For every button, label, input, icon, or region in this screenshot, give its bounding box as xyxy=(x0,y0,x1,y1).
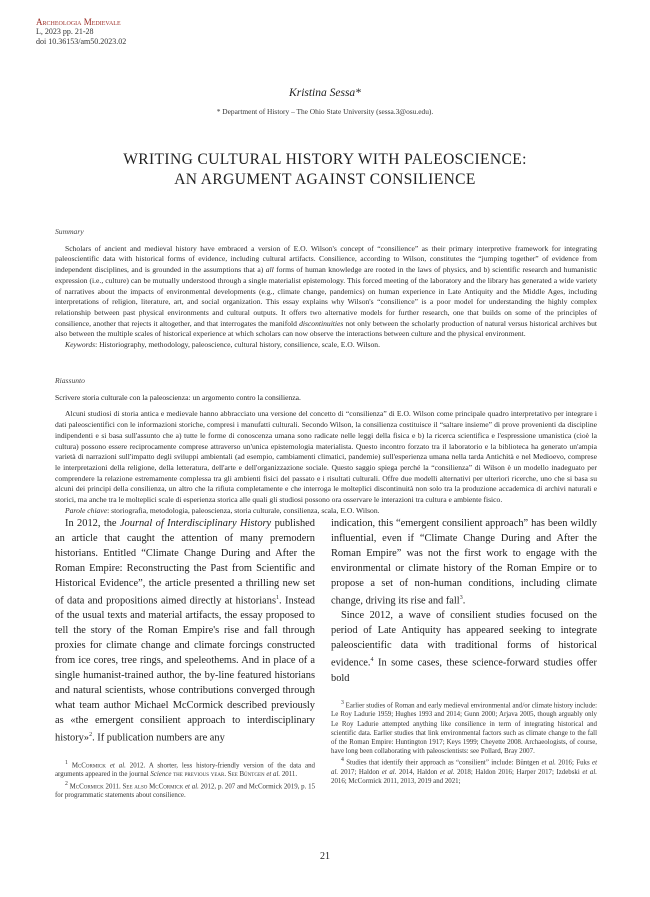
summary-text: Scholars of ancient and medieval history have embraced a version of E.O. Wilson's concept of “consilience” as their primary interpretive framework for integrating paleoscientific data with historical forms of evidence, including cultural artifacts. Consilience, according to Wilson, constitutes the “jumping together” of evidence from independent disciplines, and is grounded in the assumptions that a) all forms of human knowledge are rooted in the laws of physics, and b) scientific research and humanistic expression (i.e., culture) can be mutually understood through a single materialist epistemology. This forced meeting of the laboratory and the library has generated a wide variety of narratives about the impacts of environmental developments (e.g., climate change, pandemics) on human experience in Late Antiquity and the Middle Ages, including interpretations of religion, literature, art, and social organization. This essay explains why Wilson's “consilience” is a poor model for understanding the highly complex relationship between past physical environments and cultural outputs. It offers two alternative models for further research, one that builds on some of the principles of consilience, another that rejects it altogether, and that interrogates the manifold discontinuities not only between the scholarly production of natural versus historical archives but also between the multiple scales of historical experience at which scholars can now observe the interactions between culture and the physical environment. xyxy=(55,243,597,339)
author-affiliation: * Department of History – The Ohio State University (sessa.3@osu.edu). xyxy=(216,107,434,116)
summary-keywords: Keywords: Historiography, methodology, paleoscience, cultural history, consilience, scale, E.O. Wilson. xyxy=(65,340,380,350)
footnote-2: $^2$ McCormick 2011. See also McCormick et al. 2012, p. 207 and McCormick 2019, p. 15 for programmatic statements about consilience. xyxy=(55,780,316,800)
volume-info: L, 2023 pp. 21-28 xyxy=(36,27,94,36)
footnotes-left xyxy=(55,759,315,800)
journal-header xyxy=(36,17,126,47)
riassunto-keywords: Parole chiave: storiografia, metodologia, paleoscienza, storia culturale, consilienza, scala, E.O. Wilson. xyxy=(65,505,380,515)
page-number: 21 xyxy=(320,851,330,862)
riassunto-text: Alcuni studiosi di storia antica e medievale hanno abbracciato una versione del concetto di “consilienza” di E.O. Wilson come principale quadro interpretativo per integrare i dati paleoscientifici con le informazioni storiche, compresi i manufatti culturali. Secondo Wilson, la consilienza costituisce il “saltare insieme” di prove provenienti da discipline indipendenti e si basa sull'assunto che a) tutte le forme di conoscenza umana sono radicate nelle leggi della fisica e b) la ricerca scientifica e l'espressione umanistica (cioè la cultura) possono essere reciprocamente comprese attraverso un'unica epistemologia materialista. Questo incontro forzato tra il laboratorio e la biblioteca ha generato un'ampia varietà di narrazioni sull'impatto degli sviluppi ambientali (ad esempio, cambiamenti climatici, pandemie) sull'esperienza umana nella tarda Antichità e nel Medioevo, comprese le interpretazioni della religione, della letteratura, dell'arte e dell'organizzazione sociale. Questo saggio spiega perché la “consilienza” di Wilson è un modello inadeguato per comprendere la relazione estremamente complessa tra gli ambienti fisici del passato e i risultati culturali. Offre due modelli alternativi per ulteriori ricerche, uno che si basa su alcuni dei principi della consilienza, un altro che la rifiuta completamente e che interroga le molteplici discontinuità non solo tra la produzione accademica di archivi naturali e storici, ma anche tra le molteplici scale di esperienza storica alle quali gli studiosi possono ora osservare le interazioni tra cultura e ambiente fisico. xyxy=(55,409,597,505)
doi: doi 10.36153/am50.2023.02 xyxy=(36,37,127,46)
riassunto-section xyxy=(55,376,597,516)
riassunto-label: Riassunto xyxy=(55,376,85,385)
body-text-left: In 2012, the Journal of Interdisciplinary History published an article that caught the attention of many premodern historians. Entitled “Climate Change During and After the Roman Empire: Reconstructing the Past from Scientific and Historical Evidence”, the article presented a thrilling new set of data and propositions aimed directly at historians$^1$. Instead of the usual texts and material artifacts, the essay proposed to tell the story of the Roman Empire's rise and fall through proxies for climate change and climate forcings constructed from ice cores, tree rings, and speleothems. And in place of a single humanist-trained author, the by-line featured historians and natural scientists, whose contributions converged through what team author Michael McCormick described previously as «the emergent consilient approach to interdisciplinary history»$^2$. If publication numbers are any xyxy=(55,518,315,744)
summary-section xyxy=(55,227,597,351)
title-line-1: WRITING CULTURAL HISTORY WITH PALEOSCIENCE: xyxy=(123,151,527,168)
body-text-right: indication, this “emergent consilient approach” has been wildly influential, even if “Climate Change During and After the Roman Empire” was not the first work to engage with the environmental or climate history of the Roman Empire or to propose a set of non-human conditions, including climate change, driving its rise and fall$^3$. Since 2012, a wave of consilient studies focused on the period of Late Antiquity has appeared seeking to integrate paleoscientific data with traditional forms of historical evidence.$^4$ In some cases, these science-forward studies offer bold xyxy=(331,518,597,684)
footnote-1: $^1$ McCormick et al. 2012. A shorter, less history-friendly version of the data and arguments appeared in the journal Science the previous year. See Büntgen et al. 2011. xyxy=(55,759,315,779)
left-column xyxy=(55,516,315,800)
author-name: Kristina Sessa* xyxy=(289,87,361,99)
footnotes-right xyxy=(331,699,597,786)
article-title xyxy=(60,150,590,190)
footnote-4: $^4$ Studies that identify their approach as “consilient” include: Büntgen et al. 2016; Fuks et al. 2017; Haldon et al. 2014, Haldon et al. 2018; Haldon 2016; Harper 2017; Izdebski et al. 2016; McCormick 2011, 2013, 2019 and 2021; xyxy=(331,757,597,786)
footnote-3: $^3$ Earlier studies of Roman and early medieval environmental and/or climate history include: Le Roy Ladurie 1959; Hughes 1993 and 2014; Gunn 2000; Arjava 2005, though arguably only Le Roy Ladurie attempted anything like consilience in term of integrating historical and scientific data. Earlier studies that link environmental factors such as climate change to the fall of the Roman Empire: Huntington 1917; Keys 1999; Cheyette 2008. Archaeologists, of course, have long been collaborating with paleoscientists: see Pollard, Bray 2007. xyxy=(331,699,597,756)
title-line-2: AN ARGUMENT AGAINST CONSILIENCE xyxy=(174,171,476,188)
summary-label: Summary xyxy=(55,227,84,236)
journal-name: Archeologia Medievale xyxy=(36,17,121,27)
right-column xyxy=(331,516,597,786)
riassunto-title: Scrivere storia culturale con la paleoscienza: un argomento contro la consilienza. xyxy=(55,392,301,402)
